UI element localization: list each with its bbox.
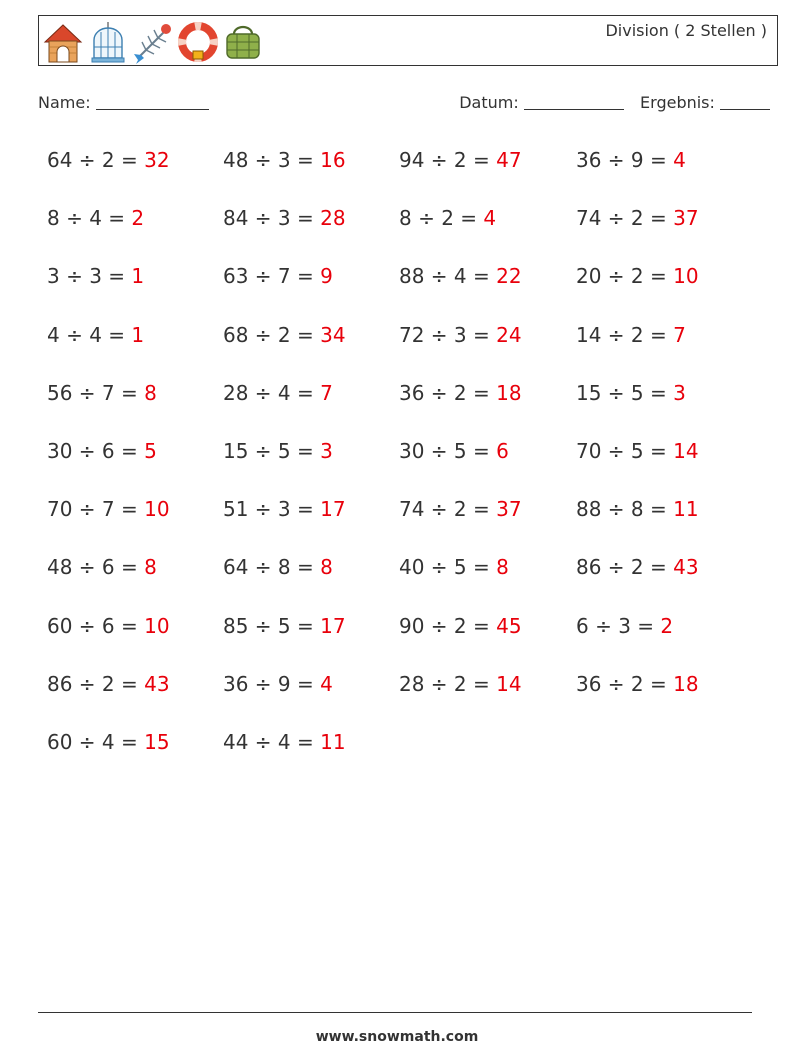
problem-question: 60 ÷ 4 = <box>47 730 145 754</box>
problem-question: 44 ÷ 4 = <box>223 730 321 754</box>
problem-item <box>47 555 157 579</box>
worksheet-title: Division ( 2 Stellen ) <box>605 21 767 40</box>
problem-question: 56 ÷ 7 = <box>47 380 145 405</box>
problem-question: 90 ÷ 2 = <box>399 613 497 638</box>
problem-item <box>223 148 346 172</box>
problem-answer: 28 <box>320 206 346 231</box>
problem-item <box>399 148 522 172</box>
problem-answer: 8 <box>144 380 157 405</box>
problem-item <box>47 206 144 230</box>
result-label: Ergebnis: <box>640 93 715 112</box>
problem-item <box>47 264 144 288</box>
problem-answer: 37 <box>496 497 522 522</box>
problem-item <box>576 206 699 230</box>
problem-question: 6 ÷ 3 = <box>576 613 661 638</box>
problem-answer: 3 <box>320 439 333 463</box>
problem-question: 86 ÷ 2 = <box>47 671 145 696</box>
problem-answer: 11 <box>320 730 346 754</box>
problem-item <box>576 672 699 696</box>
problem-item <box>399 439 509 463</box>
problem-answer: 15 <box>144 730 170 754</box>
problem-question: 48 ÷ 3 = <box>223 148 321 172</box>
problem-answer: 10 <box>144 613 170 638</box>
problem-item <box>223 206 346 230</box>
problem-item <box>47 148 170 172</box>
house-icon <box>42 20 84 64</box>
problem-question: 64 ÷ 8 = <box>223 555 321 580</box>
problem-answer: 8 <box>144 555 157 580</box>
problem-item <box>223 323 346 347</box>
problem-question: 70 ÷ 7 = <box>47 497 145 522</box>
problem-item <box>399 497 522 521</box>
problem-answer: 37 <box>673 206 699 231</box>
problem-answer: 2 <box>131 206 145 231</box>
problem-item <box>223 555 333 579</box>
problem-question: 28 ÷ 2 = <box>399 671 497 696</box>
problem-question: 8 ÷ 4 = <box>47 206 132 231</box>
problem-question: 85 ÷ 5 = <box>223 613 321 638</box>
name-field <box>38 93 209 112</box>
problem-answer: 43 <box>144 671 170 696</box>
problem-question: 51 ÷ 3 = <box>223 497 321 522</box>
problem-answer: 1 <box>131 322 145 347</box>
problem-item <box>223 264 333 288</box>
problem-item <box>576 614 673 638</box>
problem-answer: 10 <box>144 497 170 522</box>
problem-item <box>47 439 157 463</box>
problem-answer: 1 <box>131 264 145 289</box>
problem-answer: 14 <box>496 671 522 696</box>
problem-item <box>576 381 686 405</box>
problem-answer: 45 <box>496 613 522 638</box>
problem-item <box>576 148 686 172</box>
problem-item <box>223 730 346 754</box>
problem-question: 64 ÷ 2 = <box>47 148 145 172</box>
problem-question: 68 ÷ 2 = <box>223 322 321 347</box>
problem-answer: 10 <box>673 264 699 289</box>
problem-answer: 4 <box>320 671 333 696</box>
problem-question: 40 ÷ 5 = <box>399 555 497 580</box>
problem-question: 4 ÷ 4 = <box>47 322 132 347</box>
problem-answer: 4 <box>673 148 686 172</box>
problem-question: 36 ÷ 2 = <box>576 671 674 696</box>
problem-question: 36 ÷ 9 = <box>576 148 674 172</box>
problem-item <box>223 439 333 463</box>
problem-item <box>576 439 699 463</box>
problem-item <box>47 614 170 638</box>
date-label: Datum: <box>459 93 519 112</box>
problem-item <box>576 264 699 288</box>
problem-question: 8 ÷ 2 = <box>399 206 484 231</box>
problem-question: 30 ÷ 6 = <box>47 439 145 463</box>
problem-item <box>576 555 699 579</box>
worksheet-header <box>38 15 778 66</box>
problem-question: 74 ÷ 2 = <box>399 497 497 522</box>
problem-answer: 14 <box>673 439 699 463</box>
problem-item <box>576 497 699 521</box>
problem-item <box>399 264 522 288</box>
problem-question: 20 ÷ 2 = <box>576 264 674 289</box>
problem-question: 84 ÷ 3 = <box>223 206 321 231</box>
name-label: Name: <box>38 93 91 112</box>
problem-item <box>399 206 496 230</box>
problem-answer: 17 <box>320 497 346 522</box>
problem-answer: 43 <box>673 555 699 580</box>
problem-item <box>47 730 170 754</box>
result-blank[interactable] <box>720 95 770 110</box>
problem-answer: 22 <box>496 264 522 289</box>
name-blank[interactable] <box>96 95 209 110</box>
header-icons <box>42 20 264 64</box>
problem-answer: 6 <box>496 439 509 463</box>
problem-question: 94 ÷ 2 = <box>399 148 497 172</box>
problem-answer: 17 <box>320 613 346 638</box>
problem-question: 63 ÷ 7 = <box>223 264 321 289</box>
problem-answer: 24 <box>496 322 522 347</box>
problem-question: 28 ÷ 4 = <box>223 380 321 405</box>
problem-question: 74 ÷ 2 = <box>576 206 674 231</box>
problem-answer: 9 <box>320 264 333 289</box>
problem-answer: 18 <box>496 380 522 405</box>
problem-question: 48 ÷ 6 = <box>47 555 145 580</box>
date-blank[interactable] <box>524 95 624 110</box>
problem-item <box>399 614 522 638</box>
problem-item <box>47 381 157 405</box>
problem-answer: 11 <box>673 497 699 522</box>
problem-answer: 8 <box>496 555 509 580</box>
problem-item <box>399 381 522 405</box>
problem-item <box>576 323 686 347</box>
date-result-fields <box>459 93 770 112</box>
problem-question: 15 ÷ 5 = <box>576 380 674 405</box>
problem-answer: 47 <box>496 148 522 172</box>
problem-question: 88 ÷ 8 = <box>576 497 674 522</box>
problem-question: 72 ÷ 3 = <box>399 322 497 347</box>
footer-divider <box>38 1012 752 1013</box>
problem-answer: 7 <box>320 380 333 405</box>
problem-answer: 16 <box>320 148 346 172</box>
footer-url: www.snowmath.com <box>315 1029 479 1045</box>
birdcage-icon <box>87 20 129 64</box>
problem-question: 36 ÷ 2 = <box>399 380 497 405</box>
problem-question: 3 ÷ 3 = <box>47 264 132 289</box>
problem-answer: 3 <box>673 380 686 405</box>
problem-item <box>223 381 333 405</box>
problem-item <box>223 614 346 638</box>
problem-question: 15 ÷ 5 = <box>223 439 321 463</box>
problem-answer: 34 <box>320 322 346 347</box>
problem-item <box>47 672 170 696</box>
problem-answer: 5 <box>144 439 157 463</box>
problem-item <box>399 555 509 579</box>
problem-question: 60 ÷ 6 = <box>47 613 145 638</box>
problem-answer: 2 <box>660 613 674 638</box>
problem-question: 70 ÷ 5 = <box>576 439 674 463</box>
problem-item <box>399 323 522 347</box>
problem-item <box>47 323 144 347</box>
problem-item <box>223 497 346 521</box>
problem-item <box>223 672 333 696</box>
problem-item <box>399 672 522 696</box>
lifebuoy-icon <box>177 20 219 64</box>
problem-question: 36 ÷ 9 = <box>223 671 321 696</box>
problem-question: 14 ÷ 2 = <box>576 322 674 347</box>
problem-answer: 7 <box>673 322 686 347</box>
problem-answer: 8 <box>320 555 333 580</box>
problem-question: 86 ÷ 2 = <box>576 555 674 580</box>
fishbone-icon <box>132 20 174 64</box>
problem-item <box>47 497 170 521</box>
problem-question: 88 ÷ 4 = <box>399 264 497 289</box>
problem-question: 30 ÷ 5 = <box>399 439 497 463</box>
problem-answer: 18 <box>673 671 699 696</box>
basket-icon <box>222 20 264 64</box>
problem-answer: 4 <box>483 206 497 231</box>
problem-answer: 32 <box>144 148 170 172</box>
